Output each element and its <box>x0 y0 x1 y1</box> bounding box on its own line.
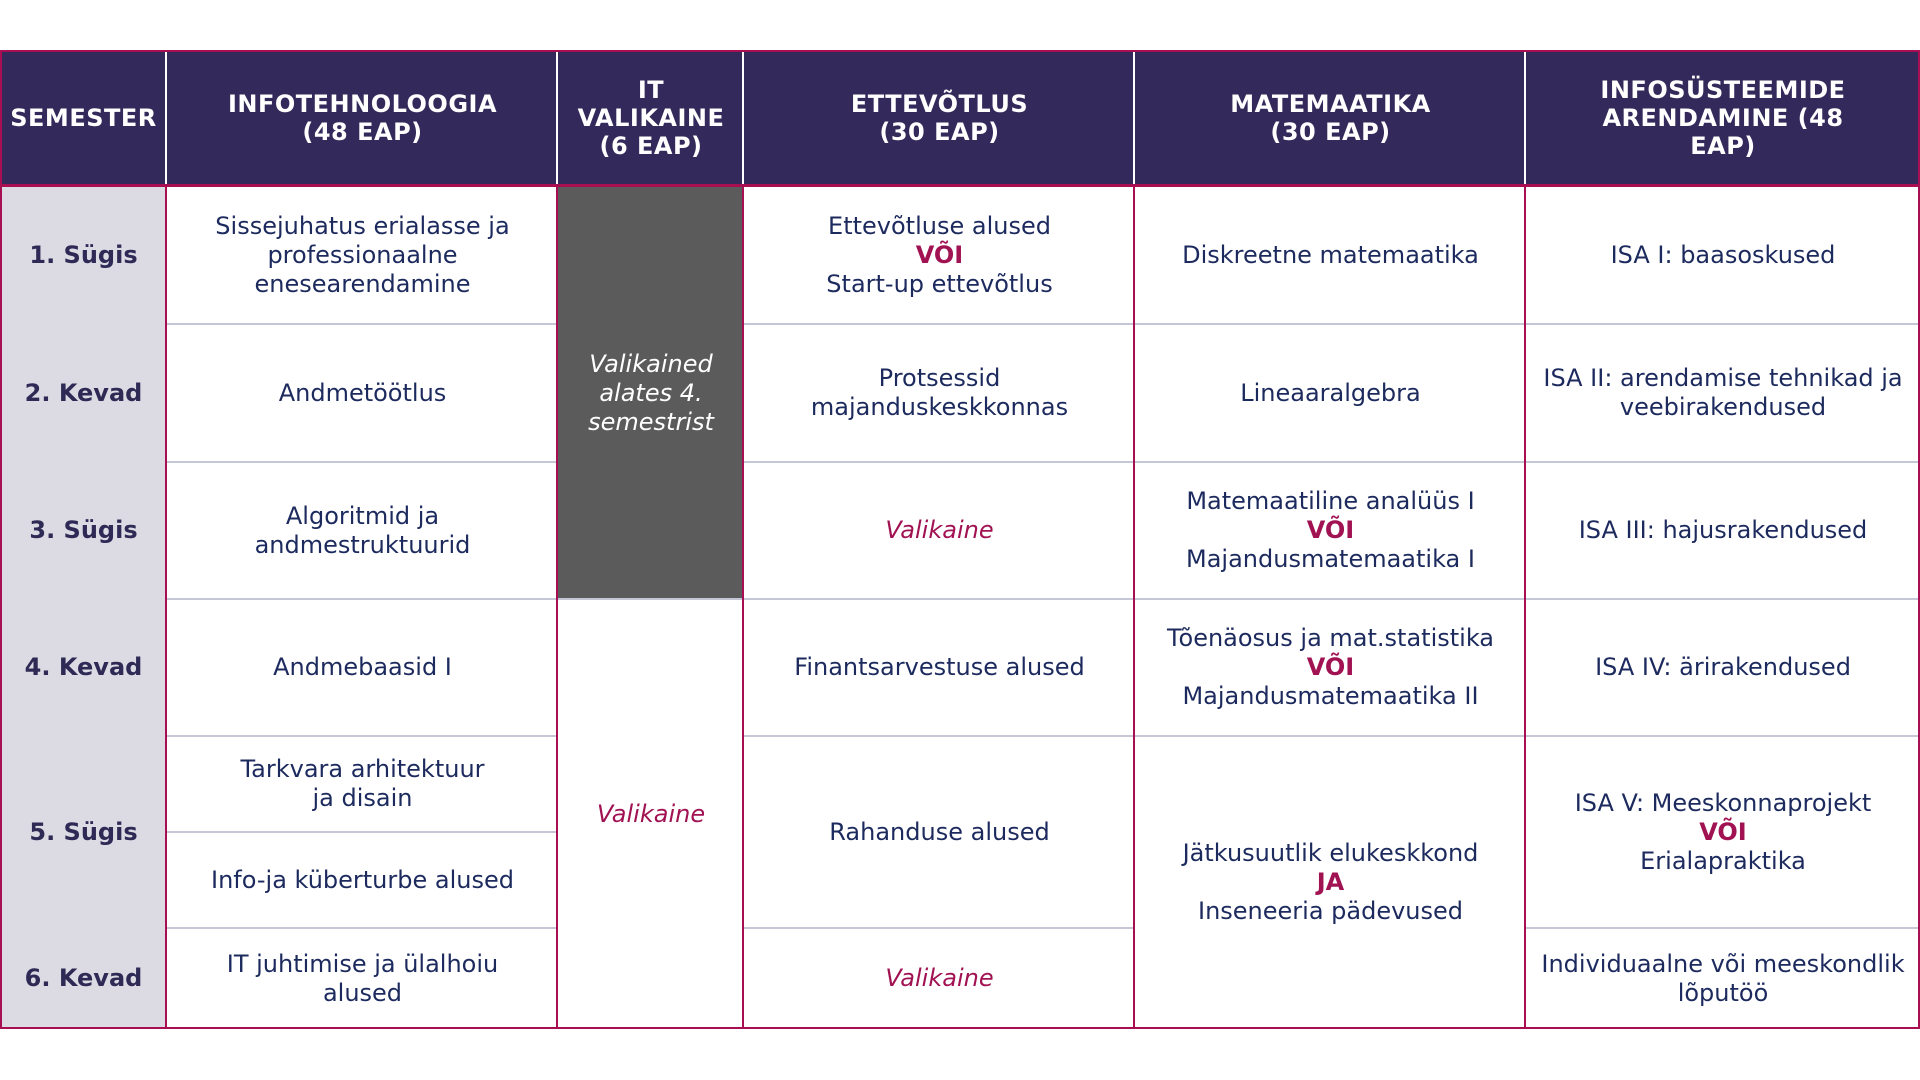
course-line: ISA II: arendamise tehnikad ja <box>1543 364 1903 392</box>
course-line: Diskreetne matemaatika <box>1182 241 1479 269</box>
header-separator <box>1133 50 1135 185</box>
row-divider <box>167 735 558 737</box>
course-line: majanduskeskkonnas <box>810 393 1069 421</box>
header-semester <box>0 50 167 185</box>
semester-2 <box>0 324 167 462</box>
course-cell <box>744 462 1135 599</box>
course-cell <box>167 928 558 1029</box>
note-line: alates 4. <box>599 378 703 407</box>
column-divider <box>1133 187 1135 1029</box>
semester-label: 1. Sügis <box>29 241 138 269</box>
course-line: Jätkusuutlik elukeskkond <box>1182 839 1479 867</box>
course-line: Andmebaasid I <box>273 653 452 681</box>
course-line: ISA I: baasoskused <box>1610 241 1836 269</box>
course-line: Algoritmid ja <box>285 501 440 530</box>
course-line: alused <box>322 978 403 1007</box>
or-keyword: VÕI <box>1306 653 1355 681</box>
course-cell <box>1526 599 1920 736</box>
header-line: INFOTEHNOLOOGIA <box>227 89 498 118</box>
course-cell <box>1526 324 1920 462</box>
note-line: Valikained <box>589 349 713 378</box>
semester-label: 3. Sügis <box>29 516 138 544</box>
course-line: Tarkvara arhitektuur <box>240 755 485 783</box>
course-line: Lineaaralgebra <box>1240 378 1421 407</box>
header-line: (48 EAP) <box>302 117 423 146</box>
course-cell <box>744 599 1135 736</box>
course-line: ISA V: Meeskonnaprojekt <box>1574 788 1872 817</box>
row-divider <box>744 735 1920 737</box>
course-line: Start-up ettevõtlus <box>826 270 1053 298</box>
header-line: IT <box>637 75 665 104</box>
header-it-valikaine <box>558 50 744 185</box>
course-line: Ettevõtluse alused <box>828 212 1051 240</box>
course-cell <box>744 928 1135 1029</box>
semester-1 <box>0 187 167 324</box>
header-line: (30 EAP) <box>879 117 1000 146</box>
header-separator <box>165 50 167 185</box>
semester-3 <box>0 462 167 599</box>
course-cell <box>1135 599 1526 736</box>
course-line: veebirakendused <box>1619 393 1827 421</box>
header-separator <box>556 50 558 185</box>
course-line: lõputöö <box>1677 978 1769 1007</box>
course-line: Tõenäosus ja mat.statistika <box>1166 624 1494 652</box>
it-valikaine-elective <box>558 599 744 1029</box>
course-line: Rahanduse alused <box>829 817 1050 846</box>
or-keyword: VÕI <box>915 241 964 269</box>
header-ettevotlus <box>744 50 1135 185</box>
course-line: Andmetöötlus <box>278 378 447 407</box>
course-line: Erialapraktika <box>1640 846 1806 875</box>
or-keyword: VÕI <box>1699 817 1747 846</box>
course-line: Matemaatiline analüüs I <box>1186 487 1475 515</box>
header-line: ETTEVÕTLUS <box>850 89 1029 118</box>
row-divider <box>744 927 1135 929</box>
column-divider <box>556 187 558 1029</box>
course-cell <box>167 832 558 928</box>
column-divider <box>742 187 744 1029</box>
row-divider <box>167 323 558 325</box>
note-line: semestrist <box>588 407 714 436</box>
course-line: Majandusmatemaatika II <box>1182 682 1479 710</box>
course-cell <box>1526 928 1920 1029</box>
header-line: EAP) <box>1690 131 1756 160</box>
header-matemaatika <box>1135 50 1526 185</box>
row-divider <box>167 927 558 929</box>
course-cell <box>1526 462 1920 599</box>
header-line: MATEMAATIKA <box>1230 89 1431 118</box>
semester-label: 4. Kevad <box>24 653 143 681</box>
course-cell <box>1135 324 1526 462</box>
course-line: enesearendamine <box>254 270 471 298</box>
header-line: VALIKAINE <box>577 103 725 132</box>
course-line: professionaalne <box>267 241 458 269</box>
course-line: ja disain <box>312 784 413 812</box>
semester-label: 2. Kevad <box>24 378 143 407</box>
curriculum-table <box>0 50 1920 1029</box>
course-cell <box>744 187 1135 324</box>
row-divider <box>167 461 558 463</box>
semester-label: 6. Kevad <box>24 964 143 992</box>
header-bottom-border <box>0 184 1920 187</box>
course-cell <box>167 324 558 462</box>
course-line: andmestruktuurid <box>254 530 471 559</box>
header-line: (6 EAP) <box>599 131 703 160</box>
course-line: Individuaalne või meeskondlik <box>1541 949 1905 978</box>
row-divider <box>1526 927 1920 929</box>
course-cell <box>167 187 558 324</box>
course-cell <box>744 324 1135 462</box>
column-divider <box>1524 187 1526 1029</box>
course-cell <box>1135 187 1526 324</box>
header-separator <box>742 50 744 185</box>
semester-4 <box>0 599 167 736</box>
course-line: Sissejuhatus erialasse ja <box>215 212 510 240</box>
course-cell <box>744 736 1135 928</box>
course-cell <box>167 462 558 599</box>
course-line: Finantsarvestuse alused <box>794 653 1085 681</box>
course-line: IT juhtimise ja ülalhoiu <box>226 949 499 978</box>
it-valikaine-note <box>558 187 744 599</box>
course-cell <box>167 599 558 736</box>
elective-label: Valikaine <box>885 964 994 992</box>
header-line: INFOSÜSTEEMIDE <box>1600 75 1846 104</box>
row-divider <box>167 831 558 833</box>
course-cell <box>1135 736 1526 1029</box>
course-line: Info-ja küberturbe alused <box>211 865 514 894</box>
header-isa <box>1526 50 1920 185</box>
course-line: Majandusmatemaatika I <box>1186 545 1475 573</box>
course-cell <box>1135 462 1526 599</box>
course-cell <box>1526 187 1920 324</box>
semester-label: 5. Sügis <box>29 817 138 846</box>
column-divider <box>165 187 167 1029</box>
course-line: Inseneeria pädevused <box>1197 897 1464 925</box>
course-line: ISA III: hajusrakendused <box>1578 516 1868 544</box>
row-divider <box>744 461 1920 463</box>
course-line: ISA IV: ärirakendused <box>1595 653 1851 681</box>
elective-label: Valikaine <box>885 516 994 544</box>
row-divider <box>744 323 1920 325</box>
and-keyword: JA <box>1316 868 1345 896</box>
header-infotehnoloogia <box>167 50 558 185</box>
header-line: (30 EAP) <box>1270 117 1391 146</box>
or-keyword: VÕI <box>1306 516 1355 544</box>
header-semester-label: SEMESTER <box>10 103 157 132</box>
course-line: Protsessid <box>878 364 1001 392</box>
course-cell <box>167 736 558 832</box>
semester-5 <box>0 736 167 928</box>
elective-label: Valikaine <box>596 799 706 828</box>
semester-6 <box>0 928 167 1029</box>
course-cell <box>1526 736 1920 928</box>
header-separator <box>1524 50 1526 185</box>
header-line: ARENDAMINE (48 <box>1602 103 1844 132</box>
row-divider <box>167 598 1920 600</box>
